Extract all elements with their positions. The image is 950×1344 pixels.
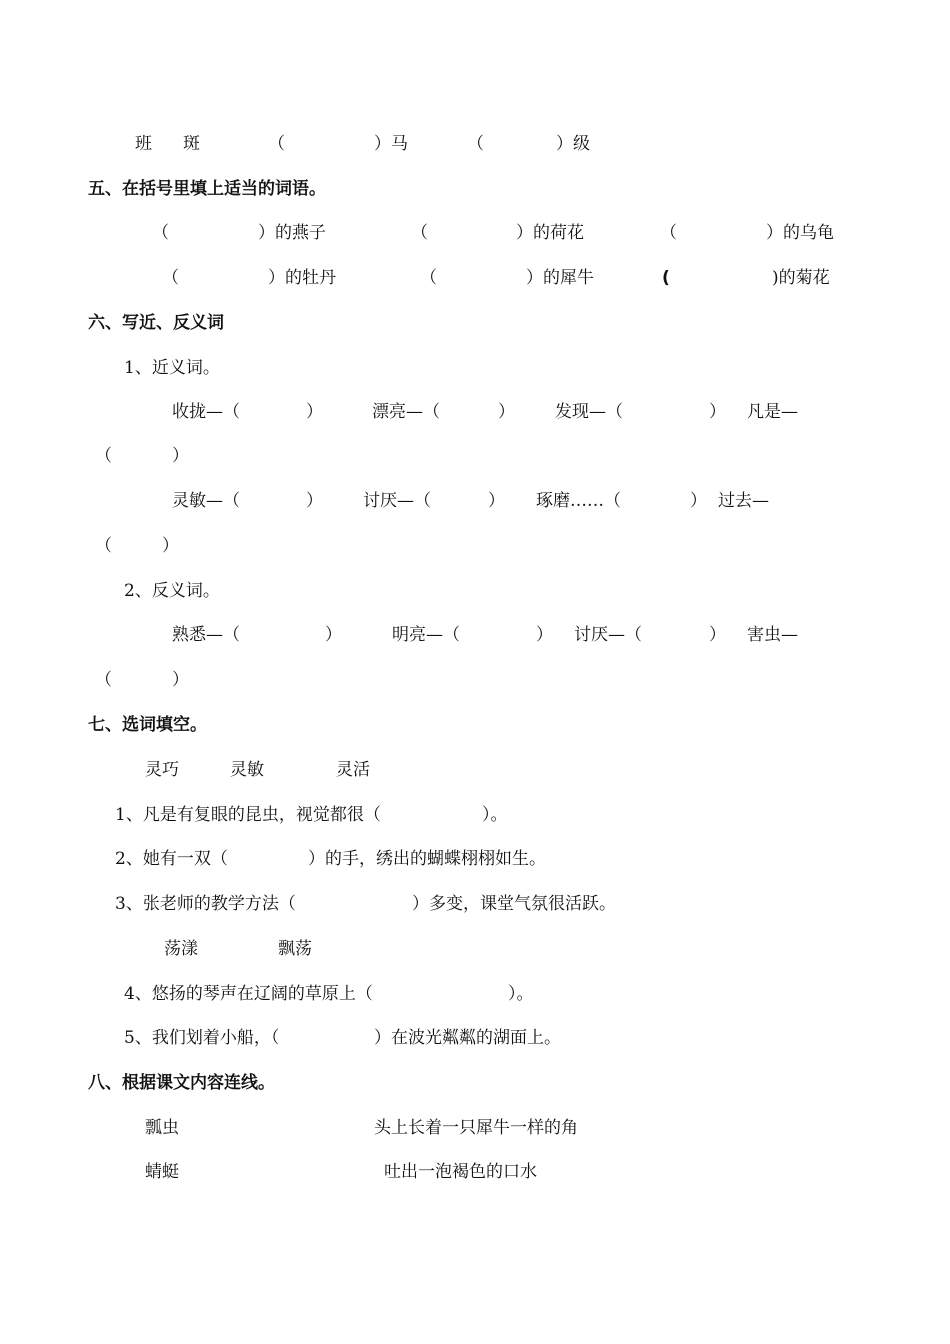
match-row-1 xyxy=(0,1115,950,1141)
phrase-peony: ）的牡丹 xyxy=(268,268,336,288)
word-piaoliang: 漂亮—（ xyxy=(372,402,440,422)
section-8-heading xyxy=(0,1070,950,1096)
question-3-end: ）多变，课堂气氛很活跃。 xyxy=(412,894,616,914)
blank-open: （ xyxy=(162,268,179,288)
antonym-subheading xyxy=(0,578,950,604)
question-5-end: ）在波光粼粼的湖面上。 xyxy=(374,1028,561,1048)
char-ban: 班 xyxy=(135,134,152,154)
choice-linghuo: 灵活 xyxy=(336,760,370,780)
section-7-heading xyxy=(0,712,950,738)
blank-close: ） xyxy=(306,402,323,422)
antonym-label: 2、反义词。 xyxy=(124,581,220,601)
question-1-text: 1、凡是有复眼的昆虫，视觉都很（ xyxy=(115,805,381,825)
word-row-bansma xyxy=(0,131,950,157)
blank-open: （ xyxy=(467,134,484,154)
blank-open: （ xyxy=(411,223,428,243)
match-left-ladybug: 瓢虫 xyxy=(145,1118,179,1138)
section-7-title: 七、选词填空。 xyxy=(88,715,207,735)
word-guoqu: 过去— xyxy=(718,491,769,511)
question-4 xyxy=(0,981,950,1007)
question-4-text: 4、悠扬的琴声在辽阔的草原上（ xyxy=(124,984,373,1004)
question-4-end: ）。 xyxy=(508,984,534,1004)
question-1 xyxy=(0,802,950,828)
blank-close: ） xyxy=(325,625,342,645)
blank-close: ） xyxy=(306,491,323,511)
word-choices-2 xyxy=(0,936,950,962)
blank-close: ） xyxy=(536,625,553,645)
section-5-heading xyxy=(0,176,950,202)
match-right-spit: 吐出一泡褐色的口水 xyxy=(384,1162,537,1182)
antonym-row-1 xyxy=(0,622,950,648)
phrase-turtle: ）的乌龟 xyxy=(766,223,834,243)
synonym-row-2 xyxy=(0,488,950,514)
question-2-end: ）的手，绣出的蝴蝶栩栩如生。 xyxy=(308,849,546,869)
match-row-2 xyxy=(0,1159,950,1185)
blank-close: ） xyxy=(488,491,505,511)
blank-close: ） xyxy=(172,446,189,466)
blank-close: ） xyxy=(498,402,515,422)
word-fanshi: 凡是— xyxy=(747,402,798,422)
question-5-text: 5、我们划着小船，（ xyxy=(124,1028,280,1048)
word-lingmin: 灵敏—（ xyxy=(172,491,240,511)
word-faxian: 发现—（ xyxy=(555,402,623,422)
section-6-heading xyxy=(0,310,950,336)
blank-open: （ xyxy=(660,223,677,243)
blank-close: ） xyxy=(162,536,179,556)
choice-lingqiao: 灵巧 xyxy=(145,760,179,780)
choice-piaodang: 飘荡 xyxy=(278,939,312,959)
word-mingliang: 明亮—（ xyxy=(392,625,460,645)
section-5-title: 五、在括号里填上适当的词语。 xyxy=(88,179,326,199)
section-5-row-1 xyxy=(0,220,950,246)
question-3 xyxy=(0,891,950,917)
phrase-rhino: ）的犀牛 xyxy=(526,268,594,288)
section-5-row-2 xyxy=(0,265,950,291)
synonym-row-1-wrap xyxy=(0,443,950,469)
blank-close-ji: ）级 xyxy=(556,134,590,154)
blank-open: （ xyxy=(152,223,169,243)
blank-open: ( xyxy=(662,268,670,288)
choice-dangyang: 荡漾 xyxy=(164,939,198,959)
phrase-lotus: ）的荷花 xyxy=(516,223,584,243)
question-2-text: 2、她有一双（ xyxy=(115,849,228,869)
word-zhuomo: 琢磨……（ xyxy=(536,491,621,511)
word-choices-1 xyxy=(0,757,950,783)
match-left-dragonfly: 蜻蜓 xyxy=(145,1162,179,1182)
match-right-horn: 头上长着一只犀牛一样的角 xyxy=(374,1118,578,1138)
word-shoulong: 收拢—（ xyxy=(172,402,240,422)
synonym-label: 1、近义词。 xyxy=(124,358,220,378)
blank-open: （ xyxy=(268,134,285,154)
section-8-title: 八、根据课文内容连线。 xyxy=(88,1073,275,1093)
blank-close: ） xyxy=(172,670,189,690)
blank-open: （ xyxy=(95,536,112,556)
word-shuxi: 熟悉—（ xyxy=(172,625,240,645)
synonym-subheading xyxy=(0,355,950,381)
blank-open: （ xyxy=(420,268,437,288)
char-ban2: 斑 xyxy=(183,134,200,154)
synonym-row-2-wrap xyxy=(0,533,950,559)
blank-close: ） xyxy=(690,491,707,511)
synonym-row-1 xyxy=(0,399,950,425)
blank-close-ma: ）马 xyxy=(374,134,408,154)
choice-lingmin: 灵敏 xyxy=(230,760,264,780)
section-6-title: 六、写近、反义词 xyxy=(88,313,224,333)
word-taoyan: 讨厌—（ xyxy=(574,625,642,645)
blank-open: （ xyxy=(95,446,112,466)
blank-open: （ xyxy=(95,670,112,690)
word-taoyan: 讨厌—（ xyxy=(363,491,431,511)
blank-close: ） xyxy=(709,625,726,645)
phrase-swallow: ）的燕子 xyxy=(258,223,326,243)
word-haichong: 害虫— xyxy=(747,625,798,645)
antonym-row-1-wrap xyxy=(0,667,950,693)
question-3-text: 3、张老师的教学方法（ xyxy=(115,894,296,914)
question-2 xyxy=(0,846,950,872)
question-1-end: ）。 xyxy=(482,805,508,825)
blank-close: ） xyxy=(709,402,726,422)
question-5 xyxy=(0,1025,950,1051)
phrase-chrysanthemum: )的菊花 xyxy=(772,268,830,288)
